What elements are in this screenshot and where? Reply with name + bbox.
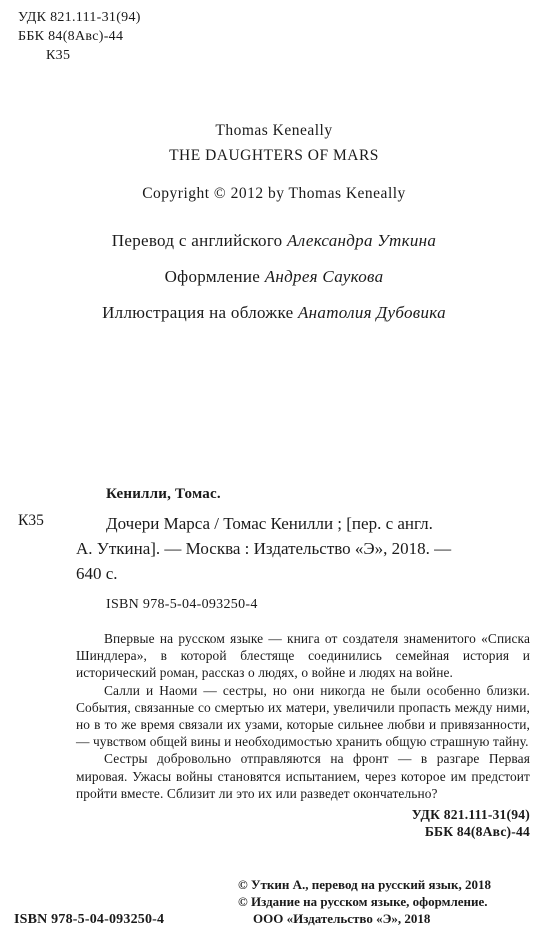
credit-name: Александра Уткина <box>287 231 437 250</box>
bbk-code: ББК 84(8Авс)-44 <box>424 824 530 839</box>
card-isbn: ISBN 978-5-04-093250-4 <box>106 597 258 612</box>
original-title: THE DAUGHTERS OF MARS <box>169 147 379 164</box>
card-author-heading: Кенилли, Томас. <box>106 486 221 502</box>
card-description-line: 640 с. <box>76 564 118 583</box>
annotation <box>76 630 530 802</box>
credit-label: Перевод с английского <box>111 231 283 250</box>
classification-codes <box>18 8 141 65</box>
copyright-line: © Уткин А., перевод на русский язык, 2018 <box>238 877 491 892</box>
original-copyright: Copyright © 2012 by Thomas Keneally <box>142 185 406 202</box>
copyright-line: ООО «Издательство «Э», 2018 <box>253 911 431 926</box>
author-mark: К35 <box>46 48 71 63</box>
card-description-line: Дочери Марса / Томас Кенилли ; [пер. с англ. <box>106 514 433 533</box>
credit-name: Анатолия Дубовика <box>297 303 446 322</box>
card-description <box>76 511 530 586</box>
annotation-paragraph: Сестры добровольно отправляются на фронт — в разгаре Первая мировая. Ужасы войны становятся испытанием, через которое им предстоит пройти вместе. Сблизит ли это их или разведет окончательно? <box>76 751 530 801</box>
credit-design <box>0 267 548 287</box>
credit-illustration <box>0 303 548 323</box>
udk-code: УДК 821.111-31(94) <box>411 807 530 822</box>
card-code: К35 <box>18 512 44 529</box>
credit-name: Андрея Саукова <box>264 267 384 286</box>
annotation-paragraph: Впервые на русском языке — книга от создателя знаменитого «Списка Шиндлера», в которой блестяще соединились семейная история и исторический роман, рассказ о людях, о войне и людях на войне. <box>76 631 530 681</box>
annotation-paragraph: Салли и Наоми — сестры, но они никогда не были особенно близки. События, связанные со смертью их матери, увеличили пропасть между ними, но в то же время связали их узами, которые сильнее любви и привязанности, — чувством общей вины и необходимостью хранить общую страшную тайну. <box>76 682 530 750</box>
copyright-line: © Издание на русском языке, оформление. <box>238 894 488 909</box>
bbk-code: ББК 84(8Авс)-44 <box>18 29 124 44</box>
credit-label: Иллюстрация на обложке <box>102 303 294 322</box>
footer-isbn: ISBN 978-5-04-093250-4 <box>14 912 165 927</box>
credit-translation <box>0 231 548 251</box>
original-author: Thomas Keneally <box>215 122 333 139</box>
card-description-line: А. Уткина]. — Москва : Издательство «Э», 2018. — <box>76 539 452 558</box>
udk-code: УДК 821.111-31(94) <box>18 10 141 25</box>
bottom-classification-codes <box>300 806 530 840</box>
credit-label: Оформление <box>164 267 261 286</box>
copyright-notices <box>238 876 491 927</box>
